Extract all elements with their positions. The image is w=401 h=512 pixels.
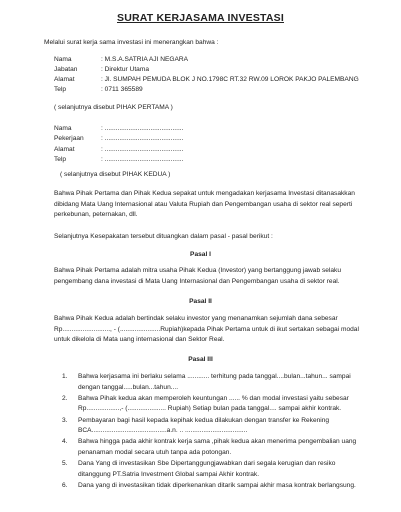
list-item-number: 2. xyxy=(62,394,68,402)
list-item-text: Bahwa Pihak kedua akan memperoleh keuntungan ...... % dan modal investasi yaitu sebesar Rp..................,- (..................... Rupiah) Setiap bulan pada tanggal.... sampai akhir kontrak. xyxy=(78,394,349,413)
party2-note: ( selanjutnya disebut PIHAK KEDUA ) xyxy=(60,171,171,178)
party1-row-phone xyxy=(54,86,143,95)
list-item xyxy=(62,416,362,437)
articles-intro: Selanjutnya Kesepakatan tersebut dituangkan dalam pasal - pasal berikut : xyxy=(54,233,273,240)
party1-address-value: : Jl. SUMPAH PEMUDA BLOK J NO.1798C RT.32 RW.09 LOROK PAKJO PALEMBANG xyxy=(101,76,359,83)
party1-position-value: : Direktur Utama xyxy=(101,66,149,73)
list-item xyxy=(62,437,362,458)
pasal-3-list xyxy=(62,372,362,492)
party2-phone-label: Telp xyxy=(54,156,67,163)
list-item-number: 6. xyxy=(62,481,68,489)
list-item-number: 1. xyxy=(62,373,68,380)
list-item xyxy=(62,481,362,492)
party1-phone-value: : 0711 365589 xyxy=(101,86,143,93)
list-item-text: Dana Yang di investasikan Sbe Dipertanggungjawabkan dari segala kerugian dan resiko ditanggung PT.Satria Investment Global sampai Akhir kontrak. xyxy=(78,460,336,478)
agreement-paragraph: Bahwa Pihak Pertama dan Pihak Kedua sepakat untuk mengadakan kerjasama Investasi ditanasakkan dibidang Mata Uang Internasional atau Valuta Rupiah dan Pengembangan usaha di sektor real seperti perkebunan, peternakan, dll. xyxy=(54,190,355,219)
list-item xyxy=(62,394,362,415)
party2-phone-value: : ........................................... xyxy=(101,156,184,163)
party2-row-phone xyxy=(54,156,183,165)
list-item-text: Pembayaran bagi hasil kepada kepihak kedua dilakukan dengan transfer ke Rekening BCA.........................................a.n. .. .................................. xyxy=(78,416,330,435)
pasal-2-text: Bahwa Pihak Kedua adalah bertindak selaku investor yang menanamkan sejumlah dana sebesar Rp.........................., - (......................Rupiah)kepada Pihak Pertama untuk di ikut sertakan sebagai modal untuk dikelola di Mata uang internasional dan Sektor Real. xyxy=(54,315,359,344)
party1-row-position xyxy=(54,66,149,75)
list-item-number: 5. xyxy=(62,460,68,468)
party2-name-label: Nama xyxy=(54,125,72,132)
document-title: SURAT KERJASAMA INVESTASI xyxy=(117,12,284,24)
party1-phone-label: Telp xyxy=(54,86,67,93)
list-item-number: 4. xyxy=(62,438,68,446)
list-item-text: Dana yang di investasikan tidak diperkenankan ditarik sampai akhir masa kontrak berlangsung. xyxy=(78,481,356,489)
party2-job-value: : ........................................... xyxy=(101,135,184,142)
party1-position-label: Jabatan xyxy=(54,66,78,73)
list-item xyxy=(62,372,362,393)
pasal-1-text: Bahwa Pihak Pertama adalah mitra usaha Pihak Kedua (Investor) yang bertanggung jawab selaku pengembang dana investasi di Mata Uang Internasional dan Pengembangan usaha di sektor real. xyxy=(54,267,342,285)
party2-job-label: Pekerjaan xyxy=(54,135,84,142)
pasal-1-heading: Pasal I xyxy=(190,251,211,258)
list-item-text: Bahwa hingga pada akhir kontrak kerja sama ,pihak kedua akan menerima pengembalian uang penanaman modal secara utuh tanpa ada potongan. xyxy=(78,438,357,456)
list-item-number: 3. xyxy=(62,416,68,424)
list-item-text: Bahwa kerjasama ini berlaku selama ............ terhitung pada tanggal....bulan...tahun... sampai dengan tanggal.....bulan...tahun.... xyxy=(78,373,351,391)
party1-name-value: : M.S.A.SATRIA AJI NEGARA xyxy=(101,56,189,63)
party2-name-value: : ........................................... xyxy=(101,125,184,132)
party2-address-label: Alamat xyxy=(54,146,75,153)
party1-note: ( selanjutnya disebut PIHAK PERTAMA ) xyxy=(54,104,173,111)
pasal-3-heading: Pasal III xyxy=(188,356,213,363)
party1-row-address xyxy=(54,76,359,85)
party1-address-label: Alamat xyxy=(54,76,75,83)
pasal-2-heading: Pasal II xyxy=(189,298,212,305)
party2-row-job xyxy=(54,135,183,144)
list-item xyxy=(62,459,362,480)
party2-row-address xyxy=(54,146,183,155)
party1-row-name xyxy=(54,56,188,65)
party2-address-value: : ........................................... xyxy=(101,146,184,153)
party1-name-label: Nama xyxy=(54,56,72,63)
intro-text: Melalui surat kerja sama investasi ini menerangkan bahwa : xyxy=(44,39,219,46)
party2-row-name xyxy=(54,125,183,134)
